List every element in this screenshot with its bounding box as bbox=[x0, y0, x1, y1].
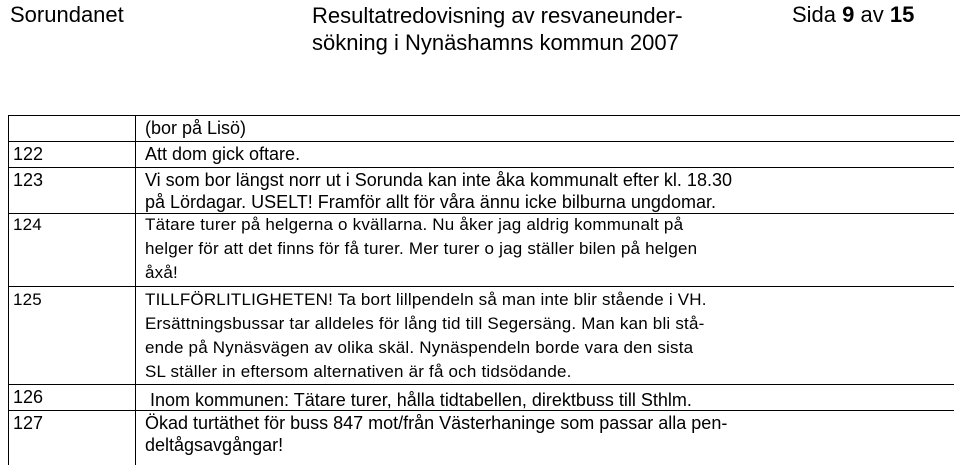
document-title-line-1: Resultatredovisning av resvaneunder- bbox=[312, 3, 683, 28]
row-separator bbox=[9, 141, 954, 142]
page-indicator bbox=[792, 2, 914, 28]
document-title bbox=[312, 2, 752, 56]
row-text-line: på Lördagar. USELT! Framför allt för våra ännu icke bilburna ungdomar. bbox=[145, 192, 716, 212]
row-text bbox=[145, 288, 825, 384]
page-label: Sida bbox=[792, 2, 837, 27]
row-separator bbox=[9, 410, 954, 411]
row-number: 123 bbox=[13, 170, 44, 190]
page-number: 9 bbox=[842, 2, 855, 27]
row-text bbox=[145, 213, 825, 285]
row-text bbox=[145, 169, 825, 213]
page-total: 15 bbox=[889, 2, 915, 27]
row-text-line: SL ställer in eftersom alternativen är få och tidsödande. bbox=[145, 362, 572, 381]
row-text bbox=[145, 117, 825, 139]
row-text-line: deltågsavgångar! bbox=[145, 435, 284, 455]
row-separator bbox=[9, 384, 954, 385]
row-separator bbox=[9, 286, 954, 287]
row-text-line: Inom kommunen: Tätare turer, hålla tidtabellen, direktbuss till Sthlm. bbox=[145, 390, 692, 410]
row-text-line: Ersättningsbussar tar alldeles för lång tid till Segersäng. Man kan bli stå- bbox=[145, 314, 705, 333]
row-number: 122 bbox=[13, 144, 44, 164]
row-text bbox=[145, 389, 825, 411]
row-text-line: Vi som bor längst norr ut i Sorunda kan inte åka kommunalt efter kl. 18.30 bbox=[145, 170, 732, 190]
row-number: 127 bbox=[13, 413, 44, 433]
site-name: Sorundanet bbox=[10, 2, 124, 27]
row-text-line: (bor på Lisö) bbox=[145, 118, 247, 138]
document-title-line-2: sökning i Nynäshamns kommun 2007 bbox=[312, 30, 679, 55]
row-text bbox=[145, 143, 825, 165]
row-text-line: helger för att det finns för få turer. Mer turer o jag ställer bilen på helgen bbox=[145, 239, 698, 258]
page-header bbox=[0, 0, 960, 60]
row-text-line: TILLFÖRLITLIGHETEN! Ta bort lillpendeln så man inte blir stående i VH. bbox=[145, 290, 707, 309]
page-of: av bbox=[860, 2, 884, 27]
row-text-line: Tätare turer på helgerna o kvällarna. Nu åker jag aldrig kommunalt på bbox=[145, 215, 684, 234]
row-text-line: Ökad turtäthet för buss 847 mot/från Västerhaninge som passar alla pen- bbox=[145, 413, 728, 433]
row-text bbox=[145, 412, 825, 456]
row-separator bbox=[9, 167, 954, 168]
row-number: 126 bbox=[13, 387, 44, 407]
row-text-line: åxå! bbox=[145, 263, 178, 282]
row-text-line: Att dom gick oftare. bbox=[145, 144, 301, 164]
row-text-line: ende på Nynäsvägen av olika skäl. Nynäspendeln borde vara den sista bbox=[145, 338, 694, 357]
row-number: 124 bbox=[13, 215, 42, 234]
row-number: 125 bbox=[13, 290, 42, 309]
